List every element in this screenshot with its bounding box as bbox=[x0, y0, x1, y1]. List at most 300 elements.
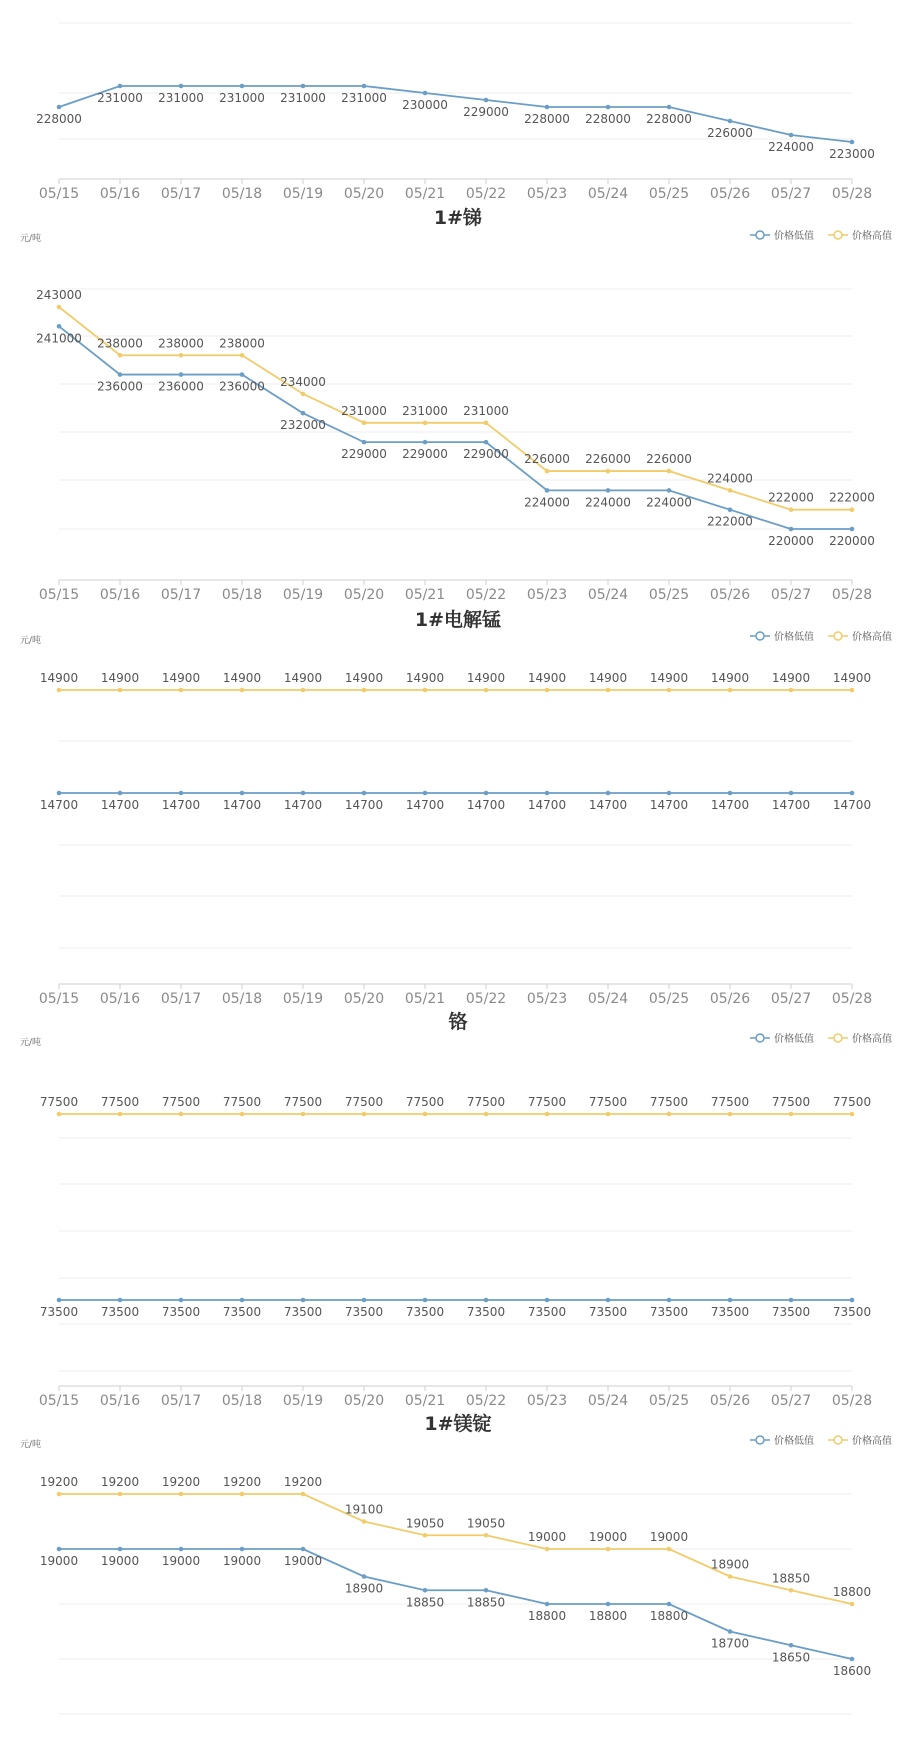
data-label: 19000 bbox=[100, 1554, 140, 1568]
data-point[interactable] bbox=[484, 1298, 489, 1303]
data-label: 243000 bbox=[36, 288, 82, 302]
data-label: 231000 bbox=[341, 403, 387, 418]
data-label: 14700 bbox=[100, 798, 140, 812]
data-label: 19050 bbox=[466, 1516, 506, 1531]
x-tick-label: 05/22 bbox=[465, 587, 507, 603]
data-point[interactable] bbox=[484, 1533, 489, 1538]
data-label: 232000 bbox=[280, 418, 326, 433]
data-point[interactable] bbox=[179, 1298, 184, 1303]
data-point[interactable] bbox=[118, 1547, 123, 1552]
data-point[interactable] bbox=[850, 688, 855, 693]
data-label: 14900 bbox=[283, 671, 323, 685]
data-label: 229000 bbox=[402, 447, 448, 462]
x-tick-label: 05/28 bbox=[831, 587, 873, 603]
data-point[interactable] bbox=[606, 1547, 611, 1552]
data-point[interactable] bbox=[362, 1574, 367, 1579]
legend[interactable] bbox=[750, 229, 892, 242]
data-point[interactable] bbox=[728, 688, 733, 693]
data-point[interactable] bbox=[301, 392, 306, 397]
data-label: 226000 bbox=[585, 452, 631, 467]
data-label: 238000 bbox=[158, 336, 204, 351]
data-point[interactable] bbox=[240, 1547, 245, 1552]
data-label: 19000 bbox=[161, 1554, 201, 1568]
data-label: 18800 bbox=[527, 1609, 567, 1623]
data-point[interactable] bbox=[850, 1112, 855, 1117]
data-label: 18850 bbox=[405, 1595, 445, 1610]
data-label: 229000 bbox=[463, 105, 509, 119]
data-label: 14900 bbox=[710, 671, 750, 685]
legend-marker-icon bbox=[756, 231, 764, 239]
data-label: 73500 bbox=[344, 1305, 384, 1319]
data-label: 231000 bbox=[158, 91, 204, 105]
data-point[interactable] bbox=[57, 1547, 62, 1552]
data-label: 231000 bbox=[280, 91, 326, 105]
data-label: 14900 bbox=[344, 671, 384, 685]
data-point[interactable] bbox=[606, 791, 611, 796]
data-point[interactable] bbox=[667, 488, 672, 493]
x-tick-label: 05/21 bbox=[404, 991, 446, 1007]
data-label: 73500 bbox=[771, 1305, 811, 1319]
data-point[interactable] bbox=[606, 488, 611, 493]
data-point[interactable] bbox=[606, 105, 611, 110]
data-point[interactable] bbox=[545, 1547, 550, 1552]
data-point[interactable] bbox=[179, 1547, 184, 1552]
x-tick-label: 05/23 bbox=[526, 186, 568, 202]
data-point[interactable] bbox=[240, 372, 245, 377]
data-point[interactable] bbox=[57, 791, 62, 796]
data-label: 236000 bbox=[158, 379, 204, 394]
x-tick-label: 05/15 bbox=[38, 587, 80, 603]
data-point[interactable] bbox=[179, 1492, 184, 1497]
x-tick-label: 05/16 bbox=[99, 991, 141, 1007]
data-point[interactable] bbox=[545, 105, 550, 110]
data-point[interactable] bbox=[57, 305, 62, 310]
chart-1 bbox=[20, 206, 892, 603]
data-label: 18700 bbox=[710, 1636, 750, 1651]
data-label: 14900 bbox=[39, 671, 79, 685]
data-point[interactable] bbox=[118, 688, 123, 693]
data-label: 14900 bbox=[771, 671, 811, 685]
data-label: 18850 bbox=[466, 1595, 506, 1610]
data-point[interactable] bbox=[362, 421, 367, 426]
data-label: 238000 bbox=[97, 336, 143, 351]
legend[interactable] bbox=[750, 1434, 892, 1447]
x-tick-label: 05/21 bbox=[404, 587, 446, 603]
data-point[interactable] bbox=[667, 1602, 672, 1607]
series-0 bbox=[36, 324, 875, 548]
unit-label: 元/吨 bbox=[20, 636, 42, 646]
data-point[interactable] bbox=[57, 105, 62, 110]
data-point[interactable] bbox=[240, 1492, 245, 1497]
data-label: 19200 bbox=[39, 1475, 79, 1489]
legend-label: 价格低值 bbox=[774, 231, 814, 242]
data-point[interactable] bbox=[423, 1112, 428, 1117]
x-tick-label: 05/15 bbox=[38, 186, 80, 202]
data-point[interactable] bbox=[484, 688, 489, 693]
legend-item[interactable] bbox=[828, 1434, 892, 1447]
data-label: 14700 bbox=[283, 798, 323, 812]
data-point[interactable] bbox=[545, 1112, 550, 1117]
data-point[interactable] bbox=[789, 1643, 794, 1648]
data-point[interactable] bbox=[57, 324, 62, 329]
data-label: 73500 bbox=[39, 1305, 79, 1319]
data-label: 14700 bbox=[405, 798, 445, 812]
x-tick-label: 05/18 bbox=[221, 186, 263, 202]
data-point[interactable] bbox=[667, 688, 672, 693]
data-label: 220000 bbox=[768, 534, 814, 548]
data-label: 228000 bbox=[36, 112, 82, 126]
data-point[interactable] bbox=[484, 421, 489, 426]
x-tick-label: 05/19 bbox=[282, 991, 324, 1007]
data-point[interactable] bbox=[545, 1298, 550, 1303]
x-tick-label: 05/26 bbox=[709, 991, 751, 1007]
data-point[interactable] bbox=[118, 791, 123, 796]
x-tick-label: 05/28 bbox=[831, 1393, 873, 1409]
data-label: 226000 bbox=[707, 126, 753, 140]
data-point[interactable] bbox=[423, 421, 428, 426]
legend-marker-icon bbox=[834, 1436, 842, 1444]
legend-label: 价格高值 bbox=[852, 1034, 892, 1045]
data-point[interactable] bbox=[423, 1588, 428, 1593]
data-label: 19100 bbox=[344, 1502, 384, 1517]
x-tick-label: 05/15 bbox=[38, 991, 80, 1007]
data-point[interactable] bbox=[301, 1547, 306, 1552]
legend-label: 价格高值 bbox=[852, 231, 892, 242]
data-point[interactable] bbox=[606, 469, 611, 474]
data-label: 14900 bbox=[527, 671, 567, 685]
data-point[interactable] bbox=[362, 1519, 367, 1524]
data-point[interactable] bbox=[789, 688, 794, 693]
data-point[interactable] bbox=[850, 791, 855, 796]
data-label: 14700 bbox=[39, 798, 79, 812]
data-point[interactable] bbox=[301, 1298, 306, 1303]
data-label: 77500 bbox=[527, 1095, 567, 1109]
legend-marker-icon bbox=[834, 1034, 842, 1042]
chart-4 bbox=[20, 1412, 892, 1714]
legend-item[interactable] bbox=[828, 630, 892, 643]
unit-label: 元/吨 bbox=[20, 1038, 42, 1048]
x-tick-label: 05/17 bbox=[160, 186, 202, 202]
data-point[interactable] bbox=[728, 488, 733, 493]
chart-title: 铬 bbox=[448, 1011, 468, 1033]
data-label: 19200 bbox=[100, 1475, 140, 1489]
data-label: 73500 bbox=[222, 1305, 262, 1319]
data-label: 73500 bbox=[466, 1305, 506, 1319]
data-point[interactable] bbox=[179, 791, 184, 796]
data-point[interactable] bbox=[362, 688, 367, 693]
data-point[interactable] bbox=[179, 688, 184, 693]
data-point[interactable] bbox=[728, 791, 733, 796]
data-label: 14700 bbox=[222, 798, 262, 812]
data-point[interactable] bbox=[362, 1112, 367, 1117]
data-label: 18900 bbox=[710, 1557, 750, 1572]
data-label: 77500 bbox=[344, 1095, 384, 1109]
x-tick-label: 05/19 bbox=[282, 1393, 324, 1409]
data-label: 236000 bbox=[97, 379, 143, 394]
data-point[interactable] bbox=[606, 1112, 611, 1117]
data-point[interactable] bbox=[606, 1298, 611, 1303]
data-point[interactable] bbox=[789, 1588, 794, 1593]
chart-title: 1#锑 bbox=[433, 207, 483, 229]
data-point[interactable] bbox=[667, 469, 672, 474]
legend-label: 价格高值 bbox=[852, 632, 892, 643]
data-point[interactable] bbox=[179, 84, 184, 89]
data-point[interactable] bbox=[118, 1492, 123, 1497]
data-point[interactable] bbox=[545, 791, 550, 796]
data-label: 229000 bbox=[463, 447, 509, 462]
data-point[interactable] bbox=[789, 1112, 794, 1117]
x-tick-label: 05/18 bbox=[221, 1393, 263, 1409]
data-point[interactable] bbox=[667, 791, 672, 796]
data-label: 18800 bbox=[588, 1609, 628, 1623]
data-label: 14700 bbox=[710, 798, 750, 812]
data-point[interactable] bbox=[789, 1298, 794, 1303]
data-point[interactable] bbox=[423, 791, 428, 796]
data-label: 230000 bbox=[402, 98, 448, 112]
chart-3 bbox=[20, 1010, 892, 1409]
data-point[interactable] bbox=[728, 1574, 733, 1579]
data-point[interactable] bbox=[789, 527, 794, 532]
data-point[interactable] bbox=[57, 1492, 62, 1497]
series-0 bbox=[36, 84, 875, 161]
data-label: 220000 bbox=[829, 534, 875, 548]
data-label: 18800 bbox=[649, 1609, 689, 1623]
data-label: 19000 bbox=[222, 1554, 262, 1568]
legend[interactable] bbox=[750, 1032, 892, 1045]
data-point[interactable] bbox=[667, 1547, 672, 1552]
legend-item[interactable] bbox=[750, 630, 814, 643]
data-point[interactable] bbox=[240, 1298, 245, 1303]
data-label: 19000 bbox=[588, 1530, 628, 1544]
data-point[interactable] bbox=[179, 372, 184, 377]
data-point[interactable] bbox=[57, 1112, 62, 1117]
legend-item[interactable] bbox=[750, 229, 814, 242]
data-point[interactable] bbox=[850, 140, 855, 145]
data-label: 77500 bbox=[588, 1095, 628, 1109]
data-label: 14700 bbox=[832, 798, 872, 812]
x-tick-label: 05/25 bbox=[648, 1393, 690, 1409]
data-point[interactable] bbox=[240, 688, 245, 693]
data-point[interactable] bbox=[728, 1112, 733, 1117]
legend-label: 价格高值 bbox=[852, 1436, 892, 1447]
series-1 bbox=[40, 671, 871, 692]
data-label: 18800 bbox=[832, 1585, 872, 1599]
legend-label: 价格低值 bbox=[774, 1436, 814, 1447]
x-tick-label: 05/27 bbox=[770, 991, 812, 1007]
legend-item[interactable] bbox=[750, 1032, 814, 1045]
data-label: 231000 bbox=[219, 91, 265, 105]
data-point[interactable] bbox=[240, 1112, 245, 1117]
data-label: 231000 bbox=[402, 403, 448, 418]
data-point[interactable] bbox=[606, 688, 611, 693]
data-point[interactable] bbox=[789, 507, 794, 512]
data-label: 77500 bbox=[771, 1095, 811, 1109]
data-point[interactable] bbox=[179, 1112, 184, 1117]
data-label: 14700 bbox=[466, 798, 506, 812]
series-1 bbox=[36, 288, 875, 512]
x-tick-label: 05/21 bbox=[404, 186, 446, 202]
data-point[interactable] bbox=[484, 98, 489, 103]
x-tick-label: 05/20 bbox=[343, 186, 385, 202]
data-label: 77500 bbox=[466, 1095, 506, 1109]
legend-label: 价格低值 bbox=[774, 1034, 814, 1045]
data-point[interactable] bbox=[301, 84, 306, 89]
x-tick-label: 05/24 bbox=[587, 186, 629, 202]
x-tick-label: 05/17 bbox=[160, 1393, 202, 1409]
data-point[interactable] bbox=[301, 688, 306, 693]
x-tick-label: 05/20 bbox=[343, 587, 385, 603]
data-label: 18900 bbox=[344, 1581, 384, 1596]
x-tick-label: 05/28 bbox=[831, 991, 873, 1007]
chart-2 bbox=[20, 608, 892, 1007]
data-label: 14700 bbox=[771, 798, 811, 812]
data-point[interactable] bbox=[728, 1298, 733, 1303]
series-1 bbox=[40, 1095, 871, 1116]
data-point[interactable] bbox=[850, 527, 855, 532]
legend-marker-icon bbox=[834, 231, 842, 239]
x-tick-label: 05/22 bbox=[465, 991, 507, 1007]
x-tick-label: 05/22 bbox=[465, 186, 507, 202]
data-point[interactable] bbox=[423, 1298, 428, 1303]
data-point[interactable] bbox=[667, 1298, 672, 1303]
data-point[interactable] bbox=[118, 353, 123, 358]
data-point[interactable] bbox=[850, 1657, 855, 1662]
x-tick-label: 05/23 bbox=[526, 587, 568, 603]
data-point[interactable] bbox=[545, 688, 550, 693]
data-point[interactable] bbox=[362, 440, 367, 445]
data-point[interactable] bbox=[301, 1112, 306, 1117]
data-point[interactable] bbox=[484, 1112, 489, 1117]
data-point[interactable] bbox=[118, 372, 123, 377]
data-label: 19000 bbox=[649, 1530, 689, 1544]
data-label: 224000 bbox=[768, 140, 814, 154]
data-point[interactable] bbox=[301, 1492, 306, 1497]
data-label: 14700 bbox=[588, 798, 628, 812]
data-point[interactable] bbox=[118, 1112, 123, 1117]
series-0 bbox=[40, 791, 871, 812]
data-label: 236000 bbox=[219, 379, 265, 394]
data-label: 14700 bbox=[344, 798, 384, 812]
data-label: 224000 bbox=[524, 495, 570, 510]
x-tick-label: 05/25 bbox=[648, 991, 690, 1007]
data-label: 19000 bbox=[39, 1554, 79, 1568]
data-point[interactable] bbox=[240, 353, 245, 358]
data-label: 224000 bbox=[585, 495, 631, 510]
data-point[interactable] bbox=[850, 1602, 855, 1607]
data-point[interactable] bbox=[240, 84, 245, 89]
x-tick-label: 05/20 bbox=[343, 1393, 385, 1409]
data-point[interactable] bbox=[667, 105, 672, 110]
legend-item[interactable] bbox=[750, 1434, 814, 1447]
data-point[interactable] bbox=[118, 84, 123, 89]
data-point[interactable] bbox=[606, 1602, 611, 1607]
data-label: 73500 bbox=[588, 1305, 628, 1319]
x-tick-label: 05/17 bbox=[160, 587, 202, 603]
data-label: 14900 bbox=[649, 671, 689, 685]
data-point[interactable] bbox=[484, 791, 489, 796]
data-point[interactable] bbox=[423, 440, 428, 445]
data-label: 19000 bbox=[283, 1554, 323, 1568]
x-tick-label: 05/21 bbox=[404, 1393, 446, 1409]
data-label: 73500 bbox=[710, 1305, 750, 1319]
data-point[interactable] bbox=[57, 1298, 62, 1303]
data-label: 14700 bbox=[527, 798, 567, 812]
data-point[interactable] bbox=[667, 1112, 672, 1117]
data-label: 77500 bbox=[283, 1095, 323, 1109]
legend-item[interactable] bbox=[828, 229, 892, 242]
legend-marker-icon bbox=[756, 632, 764, 640]
x-tick-label: 05/27 bbox=[770, 186, 812, 202]
legend[interactable] bbox=[750, 630, 892, 643]
data-label: 77500 bbox=[222, 1095, 262, 1109]
data-point[interactable] bbox=[301, 411, 306, 416]
data-point[interactable] bbox=[789, 791, 794, 796]
data-point[interactable] bbox=[57, 688, 62, 693]
x-tick-label: 05/15 bbox=[38, 1393, 80, 1409]
unit-label: 元/吨 bbox=[20, 1440, 42, 1450]
data-point[interactable] bbox=[423, 1533, 428, 1538]
data-point[interactable] bbox=[301, 791, 306, 796]
data-point[interactable] bbox=[118, 1298, 123, 1303]
data-point[interactable] bbox=[179, 353, 184, 358]
x-tick-label: 05/18 bbox=[221, 991, 263, 1007]
data-label: 222000 bbox=[707, 514, 753, 529]
x-tick-label: 05/16 bbox=[99, 1393, 141, 1409]
x-tick-label: 05/24 bbox=[587, 991, 629, 1007]
data-label: 14900 bbox=[161, 671, 201, 685]
data-point[interactable] bbox=[362, 1298, 367, 1303]
data-point[interactable] bbox=[423, 91, 428, 96]
x-tick-label: 05/23 bbox=[526, 991, 568, 1007]
x-tick-label: 05/25 bbox=[648, 186, 690, 202]
data-point[interactable] bbox=[545, 1602, 550, 1607]
data-point[interactable] bbox=[728, 119, 733, 124]
data-point[interactable] bbox=[423, 688, 428, 693]
data-label: 19050 bbox=[405, 1516, 445, 1531]
legend-item[interactable] bbox=[828, 1032, 892, 1045]
data-point[interactable] bbox=[850, 1298, 855, 1303]
data-label: 77500 bbox=[649, 1095, 689, 1109]
x-tick-label: 05/24 bbox=[587, 1393, 629, 1409]
data-point[interactable] bbox=[545, 488, 550, 493]
data-label: 241000 bbox=[36, 331, 82, 346]
data-point[interactable] bbox=[789, 133, 794, 138]
data-point[interactable] bbox=[728, 1629, 733, 1634]
series-1 bbox=[40, 1475, 871, 1606]
x-tick-label: 05/22 bbox=[465, 1393, 507, 1409]
data-point[interactable] bbox=[850, 507, 855, 512]
x-tick-label: 05/16 bbox=[99, 587, 141, 603]
data-point[interactable] bbox=[362, 84, 367, 89]
series-0 bbox=[40, 1298, 871, 1319]
data-point[interactable] bbox=[362, 791, 367, 796]
x-tick-label: 05/27 bbox=[770, 587, 812, 603]
legend-marker-icon bbox=[756, 1034, 764, 1042]
data-label: 14900 bbox=[405, 671, 445, 685]
data-point[interactable] bbox=[484, 440, 489, 445]
data-point[interactable] bbox=[728, 507, 733, 512]
data-point[interactable] bbox=[545, 469, 550, 474]
data-point[interactable] bbox=[484, 1588, 489, 1593]
data-label: 226000 bbox=[646, 452, 692, 467]
data-point[interactable] bbox=[240, 791, 245, 796]
x-tick-label: 05/28 bbox=[831, 186, 873, 202]
data-label: 228000 bbox=[646, 112, 692, 126]
chart-title: 1#电解锰 bbox=[414, 609, 502, 631]
x-tick-label: 05/23 bbox=[526, 1393, 568, 1409]
data-label: 77500 bbox=[100, 1095, 140, 1109]
data-label: 73500 bbox=[649, 1305, 689, 1319]
